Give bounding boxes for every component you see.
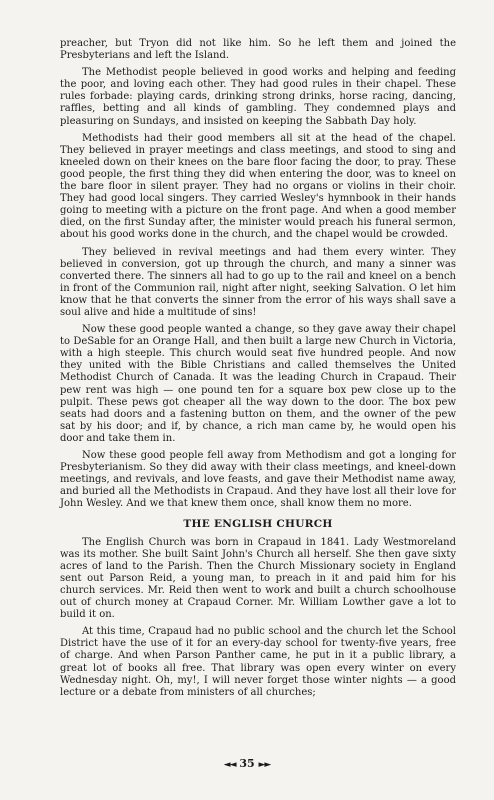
ornament-right-icon: ►► bbox=[258, 760, 271, 770]
paragraph: Now these good people wanted a change, so they gave away their chapel to DeSable for an Orange Hall, and then built a large new Church in Victoria, with a high steeple. This church would seat five hundred people. And now they united with the Bible Christians and called themselves the United Methodist Church of Canada. It was the leading Church in Crapaud. Their pew rent was high — one pound ten for a square box pew close up to the pulpit. These pews got cheaper all the way down to the door. The box pew seats had doors and a fastening button on them, and the owner of the pew sat by his door; and if, by chance, a rich man came by, he would open his door and take them in. bbox=[60, 324, 456, 444]
page-number-footer bbox=[0, 757, 494, 770]
paragraph: The English Church was born in Crapaud in 1841. Lady Westmoreland was its mother. She built Saint John's Church all herself. She then gave sixty acres of land to the Parish. Then the Church Missionary society in England sent out Parson Reid, a young man, to preach in it and paid him for his church services. Mr. Reid then went to work and built a church schoolhouse out of church money at Crapaud Corner. Mr. William Lowther gave a lot to build it on. bbox=[60, 536, 456, 621]
page-number: 35 bbox=[239, 757, 255, 770]
paragraph: Now these good people fell away from Methodism and got a longing for Presbyterianism. So they did away with their class meetings, and kneel-down meetings, and revivals, and love feasts, and gave their Methodist name away, and buried all the Methodists in Crapaud. And they have lost all their love for John Wesley. And we that knew them once, shall know them no more. bbox=[60, 450, 456, 510]
paragraph: Methodists had their good members all sit at the head of the chapel. They believed in prayer meetings and class meetings, and stood to sing and kneeled down on their knees on the bare floor facing the door, to pray. These good people, the first thing they did when entering the door, was to kneel on the bare floor in silent prayer. They had no organs or violins in their choir. They had good local singers. They carried Wesley's hymnbook in their hands going to meeting with a picture on the front page. And when a good member died, on the first Sunday after, the minister would preach his funeral sermon, about his good works done in the church, and the chapel would be crowded. bbox=[60, 132, 456, 241]
page-body bbox=[60, 38, 456, 704]
ornament-left-icon: ◄◄ bbox=[223, 760, 236, 770]
paragraph: At this time, Crapaud had no public school and the church let the School District have the use of it for an every-day school for twenty-five years, free of charge. And when Parson Panther came, he put in it a public library, a great lot of books all free. That library was open every winter on every Wednesday night. Oh, my!, I will never forget those winter nights — a good lecture or a debate from ministers of all churches; bbox=[60, 626, 456, 698]
paragraph: They believed in revival meetings and had them every winter. They believed in conversion, got up through the church, and many a sinner was converted there. The sinners all had to go up to the rail and kneel on a bench in front of the Communion rail, night after night, seeking Salvation. O let him know that he that converts the sinner from the error of his ways shall save a soul alive and hide a multitude of sins! bbox=[60, 246, 456, 318]
section-heading: THE ENGLISH CHURCH bbox=[183, 518, 333, 531]
paragraph: preacher, but Tryon did not like him. So he left them and joined the Presbyterians and left the Island. bbox=[60, 38, 456, 62]
paragraph: The Methodist people believed in good works and helping and feeding the poor, and loving each other. They had good rules in their chapel. These rules forbade: playing cards, drinking strong drinks, horse racing, dancing, raffles, betting and all kinds of gambling. They condemned plays and pleasuring on Sundays, and insisted on keeping the Sabbath Day holy. bbox=[60, 67, 456, 127]
